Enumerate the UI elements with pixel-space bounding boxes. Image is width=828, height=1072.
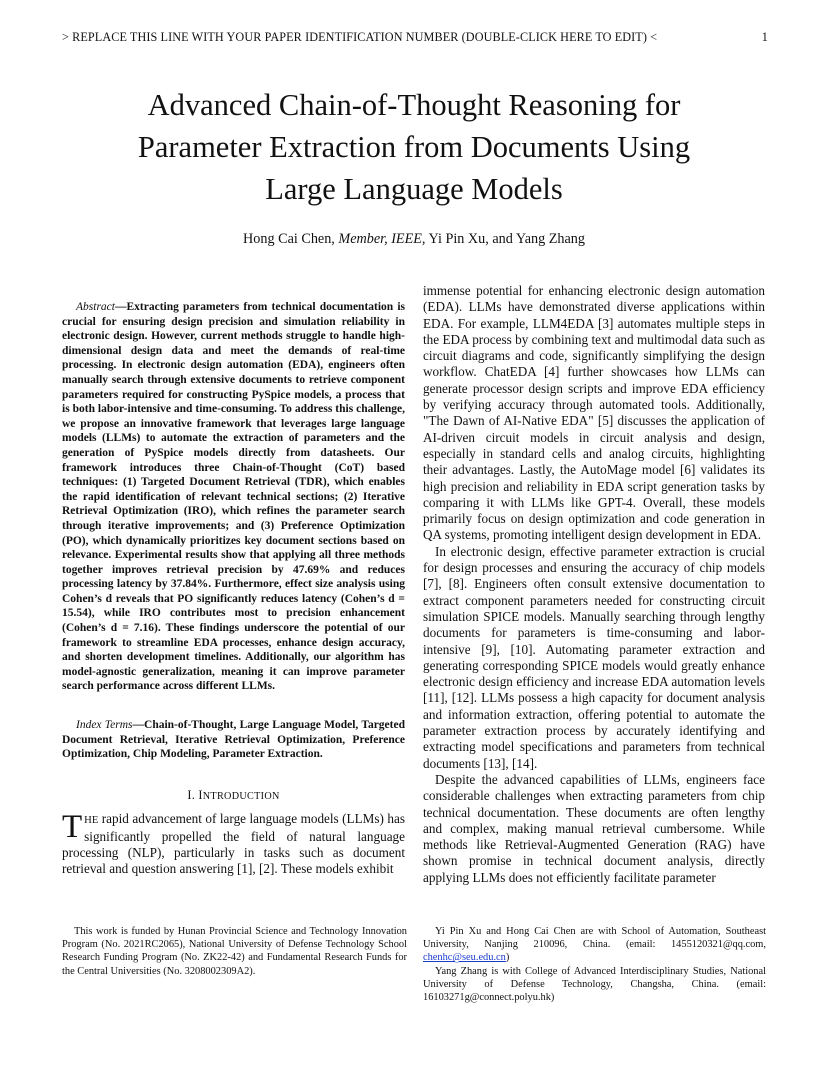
drop-cap: T (62, 808, 83, 845)
title-line-1: Advanced Chain-of-Thought Reasoning for (147, 88, 681, 122)
abstract-text: —Extracting parameters from technical documentation is crucial for ensuring design precision and simulation reliability in electronic design. However, current methods struggle to handle high-dimensional design data and meet the demands of real-time processing. In electronic design automation (EDA), engineers often manually search through extensive documents to retrieve component parameters required for constructing PySpice models, a process that is both labor-intensive and time-consuming. To address this challenge, we propose an innovative framework that leverages large language models (LLMs) to automate the extraction of parameters and the generation of PySpice models directly from datasheets. Our framework introduces three Chain-of-Thought (CoT) based techniques: (1) Targeted Document Retrieval (TDR), which enables the rapid identification of relevant technical sections; (2) Iterative Retrieval Optimization (IRO), which refines the parameter search through iterative improvements; and (3) Preference Optimization (PO), which dynamically prioritizes key document sections based on relevance. Experimental results show that applying all three methods together improves retrieval precision by 47.69% and reduces processing latency by 37.84%. Furthermore, effect size analysis using Cohen’s d reveals that PO significantly reduces latency (Cohen’s d = 15.54), while IRO contributes most to precision enhancement (Cohen’s d = 7.16). These findings underscore the potential of our framework to streamline EDA processes, enhance design accuracy, and shorten development timelines. Additionally, our algorithm has model-agnostic generalization, meaning it can improve parameter search performance across different LLMs. (62, 301, 405, 693)
affiliation-footnote-2: Yang Zhang is with College of Advanced Interdisciplinary Studies, National University of Defense Technology, Changsha, China. (email: 16103271g@connect.polyu.hk) (423, 965, 766, 1004)
abstract-label: Abstract (76, 301, 115, 313)
section-rest: NTRODUCTION (202, 790, 280, 802)
intro-paragraph (62, 808, 405, 878)
affiliation-text-1: Yi Pin Xu and Hong Cai Chen are with School of Automation, Southeast University, Nanjing 210096, China. (email: 1455120321@qq.com, (423, 926, 766, 951)
body-paragraph-2: In electronic design, effective parameter extraction is crucial for design processes and ensuring the accuracy of chip models [7], [8]. Engineers often consult extensive documentation to extract component parameters needed for constructing circuit simulation SPICE models. Manually searching through lengthy documents for parameters is time-consuming and labor-intensive [9], [10]. Automating parameter extraction and generating corresponding SPICE models would greatly enhance electronic design efficiency and increase EDA automation levels [11], [12]. LLMs possess a high capacity for document analysis and information extraction, offering potential to automate the parameter extraction process by accurately identifying and extracting model specifications and parameters from technical documents [13], [14]. (423, 543, 765, 771)
intro-text: rapid advancement of large language models (LLMs) has significantly propelled the field of natural language processing (NLP), particularly in tasks such as document retrieval and question answering [1], [2]. These models exhibit (62, 810, 405, 877)
index-terms (62, 718, 405, 762)
author-rest: Yi Pin Xu, and Yang Zhang (425, 231, 585, 247)
author-line (60, 231, 768, 248)
running-head (62, 30, 768, 45)
intro-first-word: HE (84, 814, 99, 826)
funding-footnote (62, 925, 407, 978)
affiliation-footnote-1 (423, 925, 766, 965)
running-head-text: > REPLACE THIS LINE WITH YOUR PAPER IDENTIFICATION NUMBER (DOUBLE-CLICK HERE TO EDIT) < (62, 30, 658, 44)
abstract (62, 300, 405, 694)
section-heading-introduction (62, 788, 405, 803)
affiliation-close: ) (505, 952, 510, 964)
email-link[interactable]: chenhc@seu.edu.cn (423, 952, 506, 964)
left-column (62, 283, 405, 878)
body-paragraph-1: immense potential for enhancing electronic design automation (EDA). LLMs have demonstrated diverse applications within EDA. For example, LLM4EDA [3] automates multiple steps in the EDA process by combining text and multimodal data such as circuit diagrams and code, significantly simplifying the design workflow. ChatEDA [4] further showcases how LLMs can generate processor design scripts and improve EDA efficiency by verifying accuracy through automated tools. Additionally, "The Dawn of AI-Native EDA" [5] discusses the application of AI-driven circuit models in circuit analysis and design, especially in standard cells and analog circuits, highlighting their advantages. Lastly, the AutoMage model [6] validates its high precision and reliability in EDA script generation tasks by comparing it with LLMs like GPT-4. Overall, these models primarily focus on design optimization and code generation in QA systems, promoting intelligent design development in EDA. (423, 283, 765, 543)
affiliation-footnote (423, 925, 766, 1004)
funding-text: This work is funded by Hunan Provincial Science and Technology Innovation Program (No. 2021RC2065), National University of Defense Technology School Research Funding Program (No. ZK22-42) and Fundamental Research Funds for the Central Universities (No. 3208002309A2). (62, 926, 407, 977)
title-line-2: Parameter Extraction from Documents Using (137, 130, 691, 164)
author-first: Hong Cai Chen, (243, 231, 339, 247)
paper-title (60, 84, 768, 210)
section-numeral: I. (187, 787, 199, 802)
author-membership: Member, IEEE, (338, 231, 426, 247)
section-initial: I (198, 787, 203, 802)
title-line-3: Large Language Models (265, 172, 563, 206)
page-number: 1 (761, 30, 768, 44)
index-terms-text: —Chain-of-Thought, Large Language Model, Targeted Document Retrieval, Iterative Retrieval Optimization, Preference Optimization, Chip Modeling, Parameter Extraction. (62, 719, 405, 761)
body-paragraph-3: Despite the advanced capabilities of LLMs, engineers face considerable challenges when extracting parameters from chip technical documentation. These documents are often lengthy and complex, making manual retrieval cumbersome. While methods like Retrieval-Augmented Generation (RAG) have shown promise in technical document analysis, directly applying LLMs does not efficiently facilitate parameter (423, 771, 765, 885)
right-column (423, 283, 765, 886)
index-terms-label: Index Terms (76, 719, 133, 732)
